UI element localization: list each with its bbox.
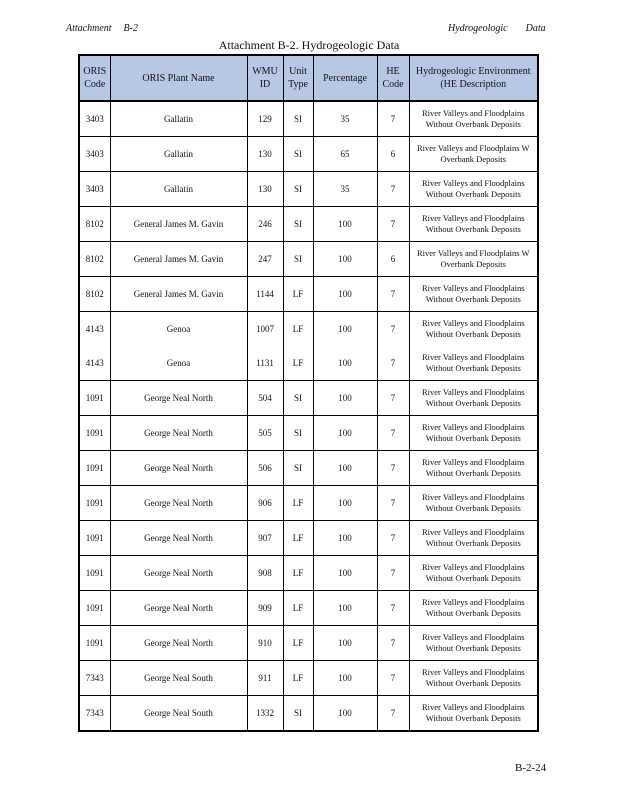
cell-he-description xyxy=(409,381,538,416)
table-row xyxy=(79,172,538,207)
cell-unit-type: LF xyxy=(283,556,313,591)
he-description-line1: River Valleys and Floodplains xyxy=(421,107,525,118)
cell-oris-code: 1091 xyxy=(79,556,110,591)
cell-unit-type: LF xyxy=(283,277,313,312)
cell-unit-type: SI xyxy=(283,172,313,207)
cell-percentage: 100 xyxy=(313,556,377,591)
he-description-line1: River Valleys and Floodplains xyxy=(421,456,525,467)
he-description-line1: River Valleys and Floodplains xyxy=(421,526,525,537)
cell-plant-name: George Neal North xyxy=(110,416,247,451)
cell-unit-type: SI xyxy=(283,101,313,137)
cell-wmu-id: 130 xyxy=(247,172,283,207)
cell-wmu-id: 247 xyxy=(247,242,283,277)
table-row xyxy=(79,591,538,626)
cell-oris-code: 8102 xyxy=(79,207,110,242)
col-header-he-code: HE Code xyxy=(377,55,409,101)
he-description-line1: River Valleys and Floodplains xyxy=(421,491,525,502)
cell-he-description xyxy=(409,556,538,591)
cell-he-description xyxy=(409,346,538,381)
cell-he-code: 7 xyxy=(377,381,409,416)
table-row xyxy=(79,556,538,591)
cell-oris-code: 1091 xyxy=(79,451,110,486)
cell-oris-code: 1091 xyxy=(79,381,110,416)
cell-plant-name: Genoa xyxy=(110,346,247,381)
cell-percentage: 100 xyxy=(313,486,377,521)
cell-he-description xyxy=(409,661,538,696)
he-description-line2: Without Overbank Deposits xyxy=(425,538,521,548)
cell-unit-type: SI xyxy=(283,696,313,732)
table-row xyxy=(79,277,538,312)
cell-oris-code: 1091 xyxy=(79,626,110,661)
table-row xyxy=(79,416,538,451)
cell-percentage: 100 xyxy=(313,626,377,661)
cell-percentage: 100 xyxy=(313,381,377,416)
cell-plant-name: George Neal North xyxy=(110,486,247,521)
cell-he-description xyxy=(409,277,538,312)
he-description-line2: Without Overbank Deposits xyxy=(425,294,521,304)
he-description-line1: River Valleys and Floodplains xyxy=(421,282,525,293)
cell-he-code: 7 xyxy=(377,346,409,381)
cell-plant-name: George Neal North xyxy=(110,381,247,416)
running-header-right xyxy=(448,23,546,34)
cell-he-description xyxy=(409,591,538,626)
he-description-line1: River Valleys and Floodplains xyxy=(421,561,525,572)
cell-he-code: 7 xyxy=(377,312,409,347)
he-description-line2: Without Overbank Deposits xyxy=(425,643,521,653)
cell-wmu-id: 911 xyxy=(247,661,283,696)
he-description-line1: River Valleys and Floodplains W xyxy=(416,247,530,258)
cell-percentage: 100 xyxy=(313,521,377,556)
cell-he-description xyxy=(409,626,538,661)
cell-he-description xyxy=(409,101,538,137)
cell-oris-code: 4143 xyxy=(79,346,110,381)
header-attachment-label: Attachment xyxy=(66,23,112,34)
cell-he-code: 7 xyxy=(377,486,409,521)
cell-wmu-id: 1332 xyxy=(247,696,283,732)
cell-he-code: 7 xyxy=(377,556,409,591)
cell-plant-name: George Neal North xyxy=(110,556,247,591)
cell-plant-name: General James M. Gavin xyxy=(110,242,247,277)
hydrogeologic-data-table xyxy=(78,54,539,732)
cell-unit-type: LF xyxy=(283,486,313,521)
cell-he-description xyxy=(409,416,538,451)
cell-plant-name: George Neal South xyxy=(110,696,247,732)
cell-plant-name: Genoa xyxy=(110,312,247,347)
cell-he-description xyxy=(409,137,538,172)
cell-oris-code: 3403 xyxy=(79,137,110,172)
table-header-row xyxy=(79,55,538,101)
cell-plant-name: George Neal North xyxy=(110,521,247,556)
cell-plant-name: General James M. Gavin xyxy=(110,207,247,242)
col-header-wmu-id: WMU ID xyxy=(247,55,283,101)
cell-he-description xyxy=(409,696,538,732)
cell-plant-name: George Neal North xyxy=(110,626,247,661)
cell-he-code: 6 xyxy=(377,242,409,277)
cell-plant-name: George Neal North xyxy=(110,591,247,626)
cell-unit-type: SI xyxy=(283,242,313,277)
table-row xyxy=(79,486,538,521)
cell-he-code: 7 xyxy=(377,101,409,137)
cell-wmu-id: 908 xyxy=(247,556,283,591)
cell-wmu-id: 129 xyxy=(247,101,283,137)
cell-he-code: 7 xyxy=(377,277,409,312)
he-description-line2: Without Overbank Deposits xyxy=(425,433,521,443)
col-header-oris-code: ORIS Code xyxy=(79,55,110,101)
cell-he-description xyxy=(409,207,538,242)
col-header-unit-type: Unit Type xyxy=(283,55,313,101)
cell-he-description xyxy=(409,242,538,277)
he-description-line2: Without Overbank Deposits xyxy=(425,503,521,513)
he-description-line2: Without Overbank Deposits xyxy=(425,329,521,339)
cell-percentage: 100 xyxy=(313,591,377,626)
cell-unit-type: SI xyxy=(283,207,313,242)
cell-he-description xyxy=(409,172,538,207)
he-description-line1: River Valleys and Floodplains xyxy=(421,631,525,642)
cell-oris-code: 3403 xyxy=(79,101,110,137)
he-description-line2: Overbank Deposits xyxy=(440,154,506,164)
cell-unit-type: LF xyxy=(283,521,313,556)
cell-percentage: 100 xyxy=(313,312,377,347)
cell-percentage: 65 xyxy=(313,137,377,172)
table-row xyxy=(79,521,538,556)
cell-wmu-id: 505 xyxy=(247,416,283,451)
he-description-line1: River Valleys and Floodplains xyxy=(421,596,525,607)
cell-unit-type: LF xyxy=(283,312,313,347)
cell-he-description xyxy=(409,451,538,486)
cell-unit-type: SI xyxy=(283,451,313,486)
cell-he-description xyxy=(409,521,538,556)
cell-wmu-id: 506 xyxy=(247,451,283,486)
header-right-word2: Data xyxy=(525,23,546,34)
cell-plant-name: General James M. Gavin xyxy=(110,277,247,312)
cell-unit-type: SI xyxy=(283,381,313,416)
he-description-line2: Without Overbank Deposits xyxy=(425,398,521,408)
cell-he-code: 7 xyxy=(377,661,409,696)
he-description-line1: River Valleys and Floodplains xyxy=(421,701,525,712)
header-right-word1: Hydrogeologic xyxy=(448,23,508,34)
cell-plant-name: Gallatin xyxy=(110,101,247,137)
cell-he-code: 7 xyxy=(377,626,409,661)
he-description-line2: Without Overbank Deposits xyxy=(425,119,521,129)
cell-oris-code: 8102 xyxy=(79,277,110,312)
cell-percentage: 100 xyxy=(313,696,377,732)
cell-unit-type: LF xyxy=(283,346,313,381)
table-row xyxy=(79,312,538,347)
table-title: Attachment B-2. Hydrogeologic Data xyxy=(218,38,400,52)
cell-he-description xyxy=(409,486,538,521)
cell-wmu-id: 504 xyxy=(247,381,283,416)
table-row xyxy=(79,207,538,242)
cell-percentage: 100 xyxy=(313,451,377,486)
table-row xyxy=(79,346,538,381)
cell-wmu-id: 1007 xyxy=(247,312,283,347)
cell-percentage: 100 xyxy=(313,661,377,696)
he-description-line1: River Valleys and Floodplains W xyxy=(416,142,530,153)
cell-oris-code: 1091 xyxy=(79,521,110,556)
cell-wmu-id: 909 xyxy=(247,591,283,626)
table-row xyxy=(79,451,538,486)
cell-unit-type: LF xyxy=(283,626,313,661)
cell-wmu-id: 906 xyxy=(247,486,283,521)
cell-he-code: 7 xyxy=(377,172,409,207)
he-description-line1: River Valleys and Floodplains xyxy=(421,386,525,397)
cell-he-code: 7 xyxy=(377,521,409,556)
cell-percentage: 35 xyxy=(313,172,377,207)
cell-oris-code: 7343 xyxy=(79,661,110,696)
header-attachment-code: B-2 xyxy=(123,23,138,34)
table-row xyxy=(79,101,538,137)
cell-unit-type: SI xyxy=(283,416,313,451)
table-row xyxy=(79,242,538,277)
he-description-line2: Without Overbank Deposits xyxy=(425,189,521,199)
cell-unit-type: SI xyxy=(283,137,313,172)
he-description-line1: River Valleys and Floodplains xyxy=(421,351,525,362)
table-row xyxy=(79,381,538,416)
he-description-line2: Without Overbank Deposits xyxy=(425,224,521,234)
cell-wmu-id: 1131 xyxy=(247,346,283,381)
table-row xyxy=(79,626,538,661)
he-description-line2: Without Overbank Deposits xyxy=(425,468,521,478)
page-number: B-2-24 xyxy=(515,762,547,774)
he-description-line2: Without Overbank Deposits xyxy=(425,678,521,688)
col-header-plant-name: ORIS Plant Name xyxy=(110,55,247,101)
he-description-line1: River Valleys and Floodplains xyxy=(421,177,525,188)
col-header-percentage: Percentage xyxy=(313,55,377,101)
he-description-line1: River Valleys and Floodplains xyxy=(421,421,525,432)
he-description-line1: River Valleys and Floodplains xyxy=(421,666,525,677)
he-description-line2: Without Overbank Deposits xyxy=(425,363,521,373)
he-description-line2: Without Overbank Deposits xyxy=(425,608,521,618)
cell-plant-name: George Neal North xyxy=(110,451,247,486)
table-row xyxy=(79,661,538,696)
cell-he-code: 7 xyxy=(377,416,409,451)
cell-percentage: 100 xyxy=(313,207,377,242)
cell-wmu-id: 130 xyxy=(247,137,283,172)
cell-percentage: 100 xyxy=(313,416,377,451)
he-description-line2: Overbank Deposits xyxy=(440,259,506,269)
cell-wmu-id: 1144 xyxy=(247,277,283,312)
cell-he-code: 6 xyxy=(377,137,409,172)
cell-unit-type: LF xyxy=(283,591,313,626)
he-description-line1: River Valleys and Floodplains xyxy=(421,212,525,223)
col-header-he-description: Hydrogeologic Environment (HE Description xyxy=(409,55,538,101)
table-row xyxy=(79,137,538,172)
cell-oris-code: 8102 xyxy=(79,242,110,277)
cell-he-code: 7 xyxy=(377,591,409,626)
cell-percentage: 100 xyxy=(313,242,377,277)
table-row xyxy=(79,696,538,732)
cell-unit-type: LF xyxy=(283,661,313,696)
cell-wmu-id: 246 xyxy=(247,207,283,242)
cell-oris-code: 1091 xyxy=(79,416,110,451)
cell-percentage: 35 xyxy=(313,101,377,137)
he-description-line2: Without Overbank Deposits xyxy=(425,713,521,723)
cell-oris-code: 1091 xyxy=(79,486,110,521)
cell-wmu-id: 907 xyxy=(247,521,283,556)
cell-percentage: 100 xyxy=(313,346,377,381)
cell-he-description xyxy=(409,312,538,347)
cell-oris-code: 7343 xyxy=(79,696,110,732)
cell-he-code: 7 xyxy=(377,207,409,242)
cell-oris-code: 3403 xyxy=(79,172,110,207)
cell-plant-name: Gallatin xyxy=(110,172,247,207)
cell-oris-code: 4143 xyxy=(79,312,110,347)
running-header-left xyxy=(66,23,138,34)
cell-plant-name: Gallatin xyxy=(110,137,247,172)
cell-he-code: 7 xyxy=(377,696,409,732)
he-description-line1: River Valleys and Floodplains xyxy=(421,317,525,328)
cell-percentage: 100 xyxy=(313,277,377,312)
cell-wmu-id: 910 xyxy=(247,626,283,661)
cell-plant-name: George Neal South xyxy=(110,661,247,696)
cell-oris-code: 1091 xyxy=(79,591,110,626)
he-description-line2: Without Overbank Deposits xyxy=(425,573,521,583)
cell-he-code: 7 xyxy=(377,451,409,486)
